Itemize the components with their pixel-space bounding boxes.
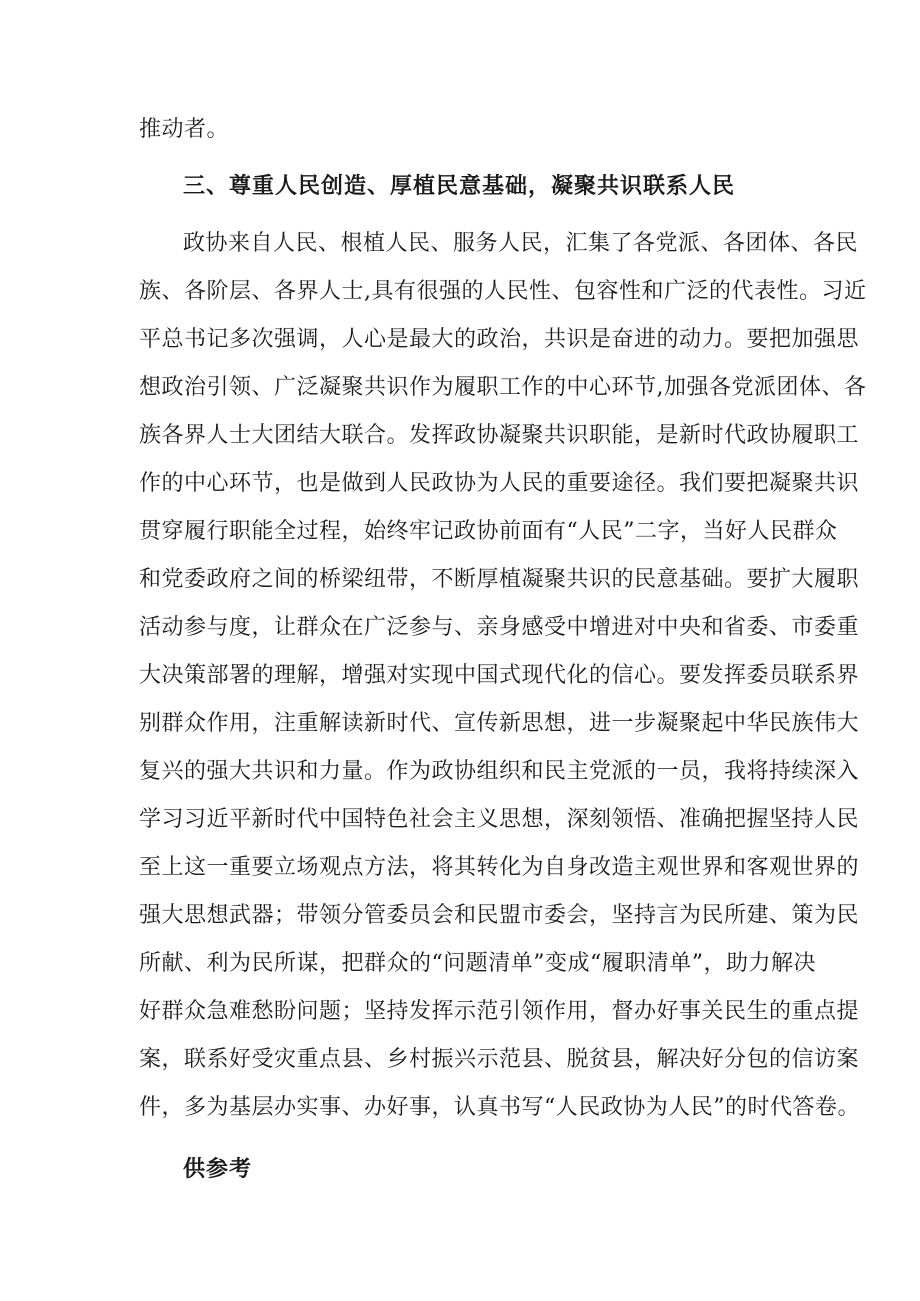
paragraph-line: 案，联系好受灾重点县、乡村振兴示范县、脱贫县，解决好分包的信访案	[139, 1047, 860, 1072]
paragraph-line: 大决策部署的理解，增强对实现中国式现代化的信心。要发挥委员联系界	[139, 663, 860, 688]
paragraph-line: 贯穿履行职能全过程，始终牢记政协前面有“人民”二字，当好人民群众	[139, 519, 838, 544]
paragraph-line: 好群众急难愁盼问题；坚持发挥示范引领作用，督办好事关民生的重点提	[139, 999, 860, 1024]
paragraph-line: 件，多为基层办实事、办好事，认真书写“人民政协为人民”的时代答卷。	[139, 1095, 860, 1120]
paragraph-line: 所献、利为民所谋，把群众的“问题清单”变成“履职清单”，助力解决	[139, 951, 816, 976]
continuation-line: 推动者。	[139, 117, 230, 142]
paragraph-line: 学习习近平新时代中国特色社会主义思想，深刻领悟、准确把握坚持人民	[139, 807, 860, 832]
paragraph-line: 强大思想武器；带领分管委员会和民盟市委会，坚持言为民所建、策为民	[139, 903, 860, 928]
footer-note: 供参考	[183, 1156, 253, 1182]
paragraph-line: 政协来自人民、根植人民、服务人民，汇集了各党派、各团体、各民	[183, 231, 859, 256]
paragraph-line: 复兴的强大共识和力量。作为政协组织和民主党派的一员，我将持续深入	[139, 759, 860, 784]
paragraph-line: 族、各阶层、各界人士,具有很强的人民性、包容性和广泛的代表性。习近	[139, 279, 867, 304]
paragraph-line: 活动参与度，让群众在广泛参与、亲身感受中增进对中央和省委、市委重	[139, 615, 860, 640]
paragraph-line: 作的中心环节，也是做到人民政协为人民的重要途径。我们要把凝聚共识	[139, 471, 860, 496]
paragraph-line: 至上这一重要立场观点方法，将其转化为自身改造主观世界和客观世界的	[139, 855, 860, 880]
section-heading: 三、尊重人民创造、厚植民意基础，凝聚共识联系人民	[183, 173, 736, 199]
paragraph-line: 平总书记多次强调，人心是最大的政治，共识是奋进的动力。要把加强思	[139, 327, 860, 352]
paragraph-line: 和党委政府之间的桥梁纽带，不断厚植凝聚共识的民意基础。要扩大履职	[139, 567, 860, 592]
paragraph-line: 别群众作用，注重解读新时代、宣传新思想，进一步凝聚起中华民族伟大	[139, 711, 860, 736]
paragraph-line: 族各界人士大团结大联合。发挥政协凝聚共识职能，是新时代政协履职工	[139, 423, 860, 448]
paragraph-line: 想政治引领、广泛凝聚共识作为履职工作的中心环节,加强各党派团体、各	[139, 375, 867, 400]
